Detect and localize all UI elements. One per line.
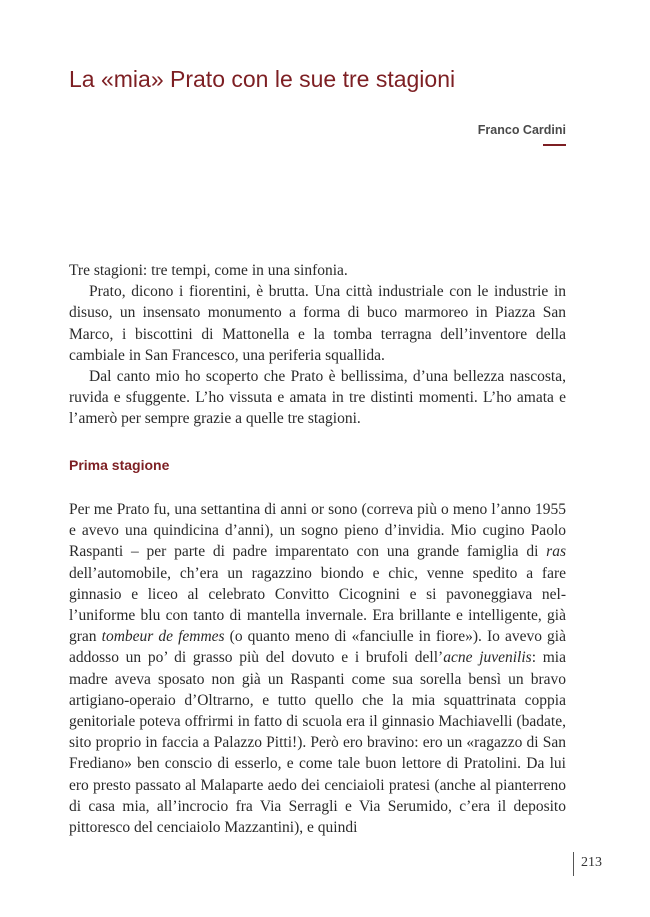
intro-paragraph: Dal canto mio ho scoperto che Prato è bellissima, d’una bellezza nascosta, ruvida e sfuggente. L’ho vissuta e amata in tre distinti momenti. L’ho amata e l’amerò per sempre grazie a quelle tre stagioni.: [69, 368, 566, 428]
intro-paragraph: Tre stagioni: tre tempi, come in una sinfonia.: [69, 262, 348, 279]
body-text: (o quanto meno di «fanciulle in fiore»). Io avevo già addosso un po’ di grasso più del dovuto e i brufoli dell’: [69, 628, 566, 667]
intro-text: [69, 260, 566, 430]
body-text: dell’automobile, ch’era un ragazzino biondo e chic, venne spedito a fare ginnasio e liceo al celebrato Convitto Cicognini e si pavoneggiava nell’uniforme blu con tanto di mantella invernale. Era brillante e intelligente, già gran: [69, 564, 566, 646]
intro-paragraph: Prato, dicono i fiorentini, è brutta. Una città industriale con le industrie in disuso, un insensato monumento a forma di buco marmoreo in Piazza San Marco, i biscottini di Mattonella e la tomba terragna dell’inventore della cambiale in San Francesco, una periferia squallida.: [69, 283, 566, 364]
page-title: La «mia» Prato con le sue tre stagioni: [69, 66, 456, 92]
author-underline: [543, 144, 566, 146]
section-heading: Prima stagione: [69, 457, 170, 473]
section-body: [69, 499, 566, 838]
body-paragraph: [69, 499, 566, 838]
body-text: Per me Prato fu, una settantina di anni or sono (correva più o meno l’anno 1955 e avevo una quindicina d’anni), un sogno pieno d’invidia. Mio cugino Paolo Raspanti – per parte di padre imparentato con una grande famiglia di: [69, 501, 566, 561]
page-number: 213: [581, 855, 602, 870]
body-text: : mia madre aveva sposato non già un Raspanti come sua sorella bensì un bravo artigiano-operaio d’Oltrarno, e tutto quello che la mia squattrinata coppia genitoriale poteva offrirmi in fatto di scuola era il ginnasio Machiavelli (badate, sito proprio in faccia a Palazzo Pitti!). Però ero bravino: ero un «ragazzo di San Frediano» ben conscio di esserlo, e come tale buon lettore di Pratolini. Da lui ero presto passato al Malaparte aedo dei cenciaioli pratesi (anche al pianterreno di casa mia, all’incrocio fra Via Serragli e Via Serumido, c’era il deposito pittoresco del cenciaiolo Mazzantini), e quindi: [69, 649, 566, 837]
italic-term: ras: [546, 543, 566, 561]
italic-term: tombeur de femmes: [101, 628, 225, 646]
author-name: Franco Cardini: [477, 123, 566, 137]
italic-term: acne juvenilis: [443, 649, 532, 667]
page-number-rule: [573, 852, 574, 876]
